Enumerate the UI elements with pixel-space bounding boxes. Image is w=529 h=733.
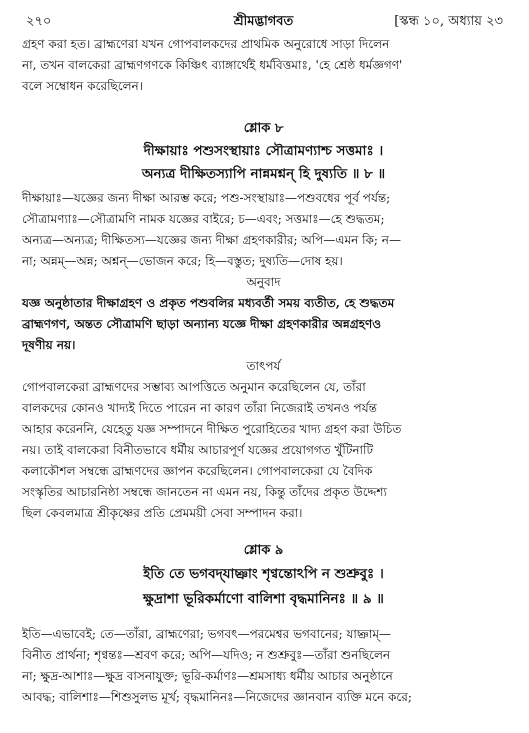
text-line: গ্রহণ করা হত। ব্রাহ্মণেরা যখন গোপবালকদের প্রাথমিক অনুরোধে সাড়া দিলেন (22, 37, 390, 51)
translation-line: দূষণীয় নয়। (22, 338, 76, 352)
synonym-line: না; অন্নম্‌—অন্ন; অশ্নন্‌—ভোজন করে; হি—বস্তুত; দুষ্যতি—দোষ হয়। (22, 254, 343, 268)
translation-line: ব্রাহ্মণগণ, অন্তত সৌত্রামণি ছাড়া অন্যান্য যজ্ঞে দীক্ষা গ্রহণকারীর অন্নগ্রহণও (22, 317, 382, 331)
synonym-line: না; ক্ষুদ্র-আশাঃ—ক্ষুদ্র বাসনাযুক্ত; ভূরি-কর্মাণঃ—শ্রমসাধ্য ধর্মীয় আচার অনুষ্ঠানে (22, 669, 393, 683)
page-number: ২৭০ (26, 14, 52, 29)
synonym-line: আবদ্ধ; বালিশাঃ—শিশুসুলভ মূর্খ; বৃদ্ধমানিনঃ—নিজেদের জ্ঞানবান ব্যক্তি মনে করে; (22, 690, 412, 704)
book-title: শ্রীমদ্ভাগবত (233, 14, 294, 29)
sloka-8-verse-line-2: অন্যত্র দীক্ষিতস্যাপি নান্নমশ্নন্‌ হি দুষ্যতি ॥ ৮ ॥ (141, 166, 386, 182)
sloka-8-translation (22, 293, 505, 356)
continuation-paragraph (22, 34, 505, 98)
purport-line: বালকদের কোনও খাদ্যই দিতে পারেন না কারণ তাঁরা নিজেরাই তখনও পর্যন্ত (22, 401, 377, 415)
sloka-8-synonyms (22, 188, 505, 272)
purport-heading: তাৎপর্য (246, 359, 281, 373)
synonym-line: সৌত্রামণ্যাঃ—সৌত্রামণি নামক যজ্ঞের বাইরে; চ—এবং; সত্তমাঃ—হে শুদ্ধতম; (22, 212, 385, 226)
purport-line: গোপবালকেরা ব্রাহ্মণদের সম্ভাব্য আপত্তিতে অনুমান করেছিলেন যে, তাঁরা (22, 380, 366, 394)
sloka-8-verse-line-1: দীক্ষায়াঃ পশুসংস্থায়াঃ সৌত্রামণ্যাশ্চ সত্তমাঃ । (143, 143, 384, 159)
sloka-8-heading: শ্লোক ৮ (243, 121, 284, 136)
synonym-line: ইতি—এভাবেই; তে—তাঁরা, ব্রাহ্মণেরা; ভগবৎ—পরমেশ্বর ভগবানের; যাচ্ঞাম্‌— (22, 627, 392, 641)
purport-line: নয়। তাই বালকেরা বিনীতভাবে ধর্মীয় আচারপূর্ণ যজ্ঞের প্রয়োগগত খুঁটিনাটি (22, 443, 373, 457)
chapter-reference: [স্কন্ধ ১০, অধ্যায় ২৩ (394, 14, 503, 29)
text-line: বলে সম্বোধন করেছিলেন। (22, 79, 143, 93)
purport-line: ছিল কেবলমাত্র শ্রীকৃষ্ণের প্রতি প্রেমময়ী সেবা সম্পাদন করা। (22, 506, 303, 520)
sloka-9-heading: শ্লোক ৯ (243, 543, 284, 558)
text-line: না, তখন বালকেরা ব্রাহ্মণগণকে কিঞ্চিৎ ব্যাঙ্গার্থেই ধর্মবিত্তমাঃ, 'হে শ্রেষ্ঠ ধর্মজ্ঞগণ' (22, 58, 403, 72)
synonym-line: অন্যত্র—অন্যত্র; দীক্ষিতস্য—যজ্ঞের জন্য দীক্ষা গ্রহণকারীর; অপি—এমন কি; ন— (22, 233, 401, 247)
translation-line: যজ্ঞ অনুষ্ঠাতার দীক্ষাগ্রহণ ও প্রকৃত পশুবলির মধ্যবর্তী সময় ব্যতীত, হে শুদ্ধতম (22, 296, 395, 310)
sloka-9-verse-line-2: ক্ষুদ্রাশা ভূরিকর্মাণো বালিশা বৃদ্ধমানিনঃ ॥ ৯ ॥ (143, 591, 384, 607)
sloka-9-verse-line-1: ইতি তে ভগবদ্‌যাচ্ঞাং শৃণ্বন্তোঽপি ন শুশ্রুবুঃ । (143, 566, 384, 582)
translation-heading: অনুবাদ (246, 275, 281, 289)
synonym-line: বিনীত প্রার্থনা; শৃণ্বন্তঃ—শ্রবণ করে; অপি—যদিও; ন শুশ্রুবুঃ—তাঁরা শুনছিলেন (22, 648, 391, 662)
purport-line: কলাকৌশল সম্বন্ধে ব্রাহ্মণদের জ্ঞাপন করেছিলেন। গোপবালকেরা যে বৈদিক (22, 464, 373, 478)
purport-line: সংস্কৃতির আচারনিষ্ঠা সম্বন্ধে জানতেন না এমন নয়, কিন্তু তাঁদের প্রকৃত উদ্দেশ্য (22, 485, 387, 499)
synonym-line: দীক্ষায়াঃ—যজ্ঞের জন্য দীক্ষা আরম্ভ করে; পশু-সংস্থায়াঃ—পশুবধের পূর্ব পর্যন্ত; (22, 191, 391, 205)
page-header (24, 10, 503, 32)
sloka-9-synonyms (22, 624, 505, 708)
purport-line: আহার করেননি, যেহেতু যজ্ঞ সম্পাদনে দীক্ষিত পুরোহিতের খাদ্য গ্রহণ করা উচিত (22, 422, 402, 436)
sloka-8-purport (22, 377, 505, 524)
